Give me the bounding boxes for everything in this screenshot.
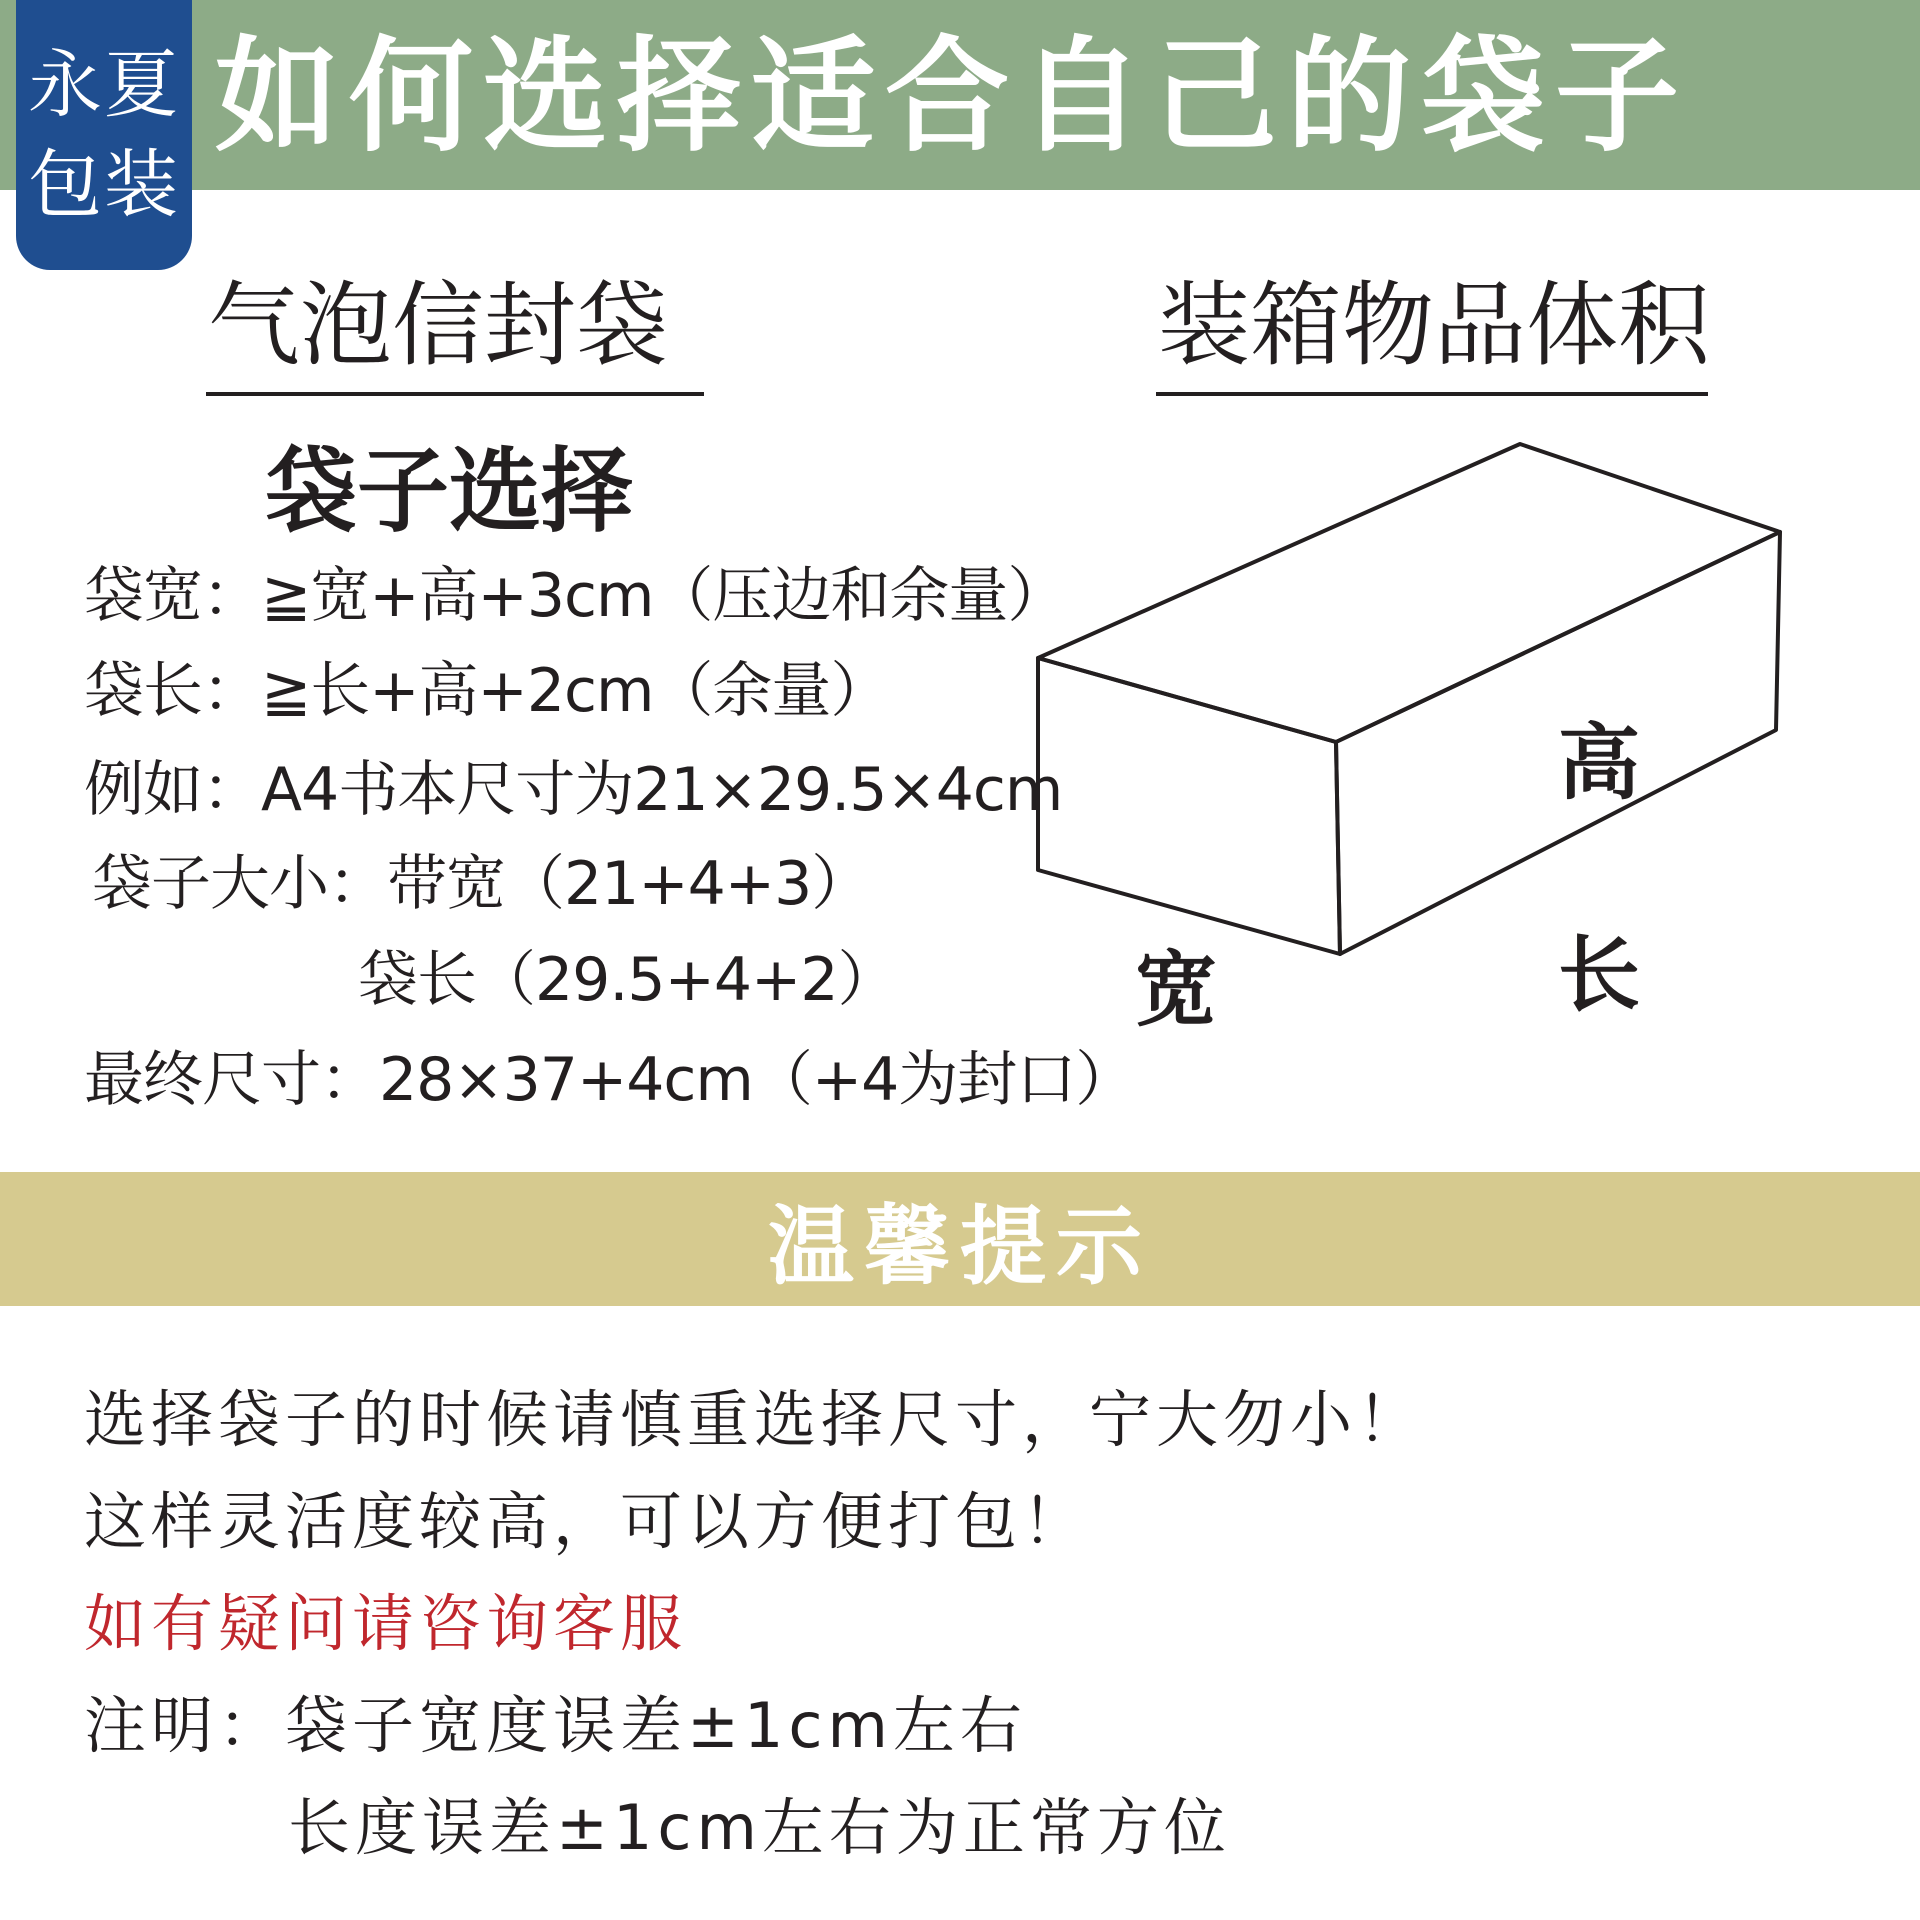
tips-title: 温馨提示	[768, 1197, 1152, 1297]
bag-size-length-line: 袋长（29.5+4+2）	[358, 945, 897, 1015]
item-volume-heading: 装箱物品体积	[1158, 272, 1711, 379]
tip-line-choose-size: 选择袋子的时候请慎重选择尺寸，宁大勿小！	[84, 1383, 1425, 1456]
page-title: 如何选择适合自己的袋子	[215, 25, 1690, 169]
brand-badge	[16, 0, 192, 270]
height-label: 高	[1558, 716, 1641, 811]
bag-width-rule: 袋宽：≧宽+高+3cm（压边和余量）	[84, 561, 1067, 631]
brand-name-line2: 包装	[28, 142, 180, 228]
tip-line-length-tolerance: 长度误差±1cm左右为正常方位	[288, 1791, 1231, 1864]
left-heading-rule	[206, 392, 704, 396]
length-label: 长	[1558, 928, 1641, 1023]
bag-selection-subheading: 袋子选择	[265, 438, 634, 545]
bag-size-width-line: 袋子大小：带宽（21+4+3）	[92, 849, 871, 919]
example-line: 例如：A4书本尺寸为21×29.5×4cm	[84, 755, 1063, 825]
brand-name-line1: 永夏	[28, 42, 180, 128]
bubble-envelope-heading: 气泡信封袋	[208, 272, 669, 379]
final-size-line: 最终尺寸：28×37+4cm（+4为封口）	[84, 1045, 1135, 1115]
tips-band	[0, 1172, 1920, 1306]
tip-line-width-tolerance: 注明：袋子宽度误差±1cm左右	[84, 1689, 1027, 1762]
right-heading-rule	[1156, 392, 1708, 396]
box-front-face	[1038, 658, 1340, 954]
width-label: 宽	[1135, 943, 1218, 1038]
bag-length-rule: 袋长：≧长+高+2cm（余量）	[84, 656, 890, 726]
tip-line-contact-service: 如有疑问请咨询客服	[84, 1587, 688, 1660]
box-top-face	[1038, 444, 1780, 742]
tip-line-flexibility: 这样灵活度较高，可以方便打包！	[84, 1485, 1090, 1558]
